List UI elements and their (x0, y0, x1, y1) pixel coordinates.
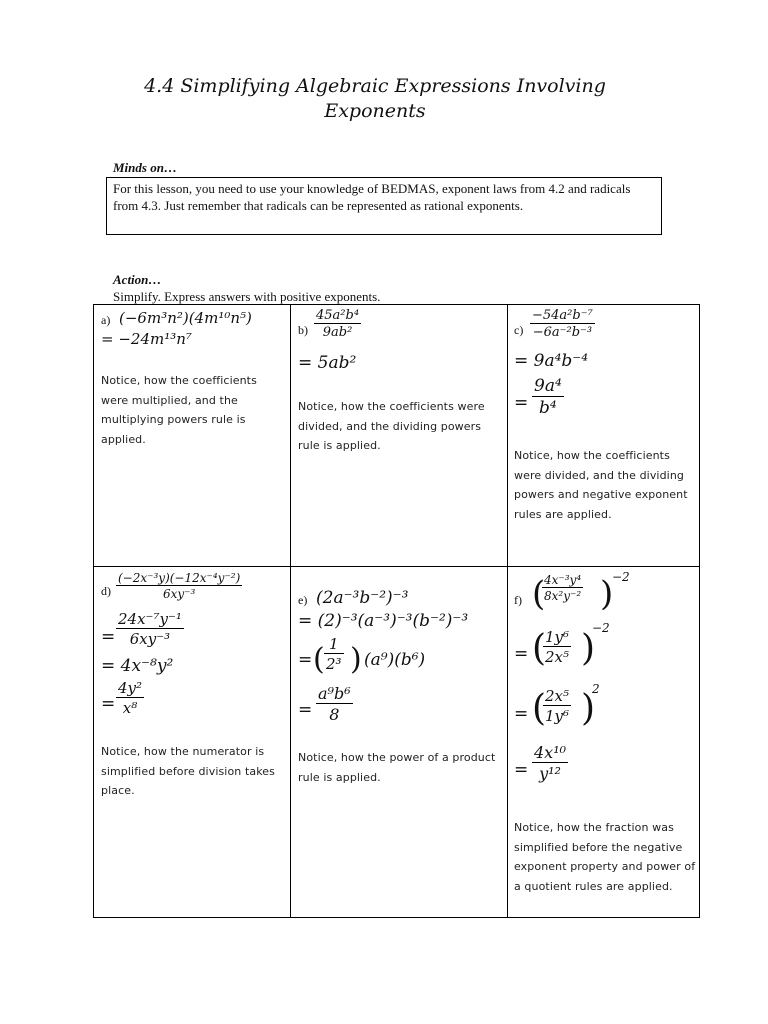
problem-f-answer-fraction (532, 743, 568, 783)
problem-f-denominator: 8x²y⁻² (544, 589, 582, 603)
problem-f-answer-denominator: y¹² (532, 762, 568, 783)
problem-f-equals-3: = (514, 760, 529, 780)
problem-b-numerator: 45a²b⁴ (316, 308, 360, 323)
problem-c-step: = 9a⁴b⁻⁴ (514, 351, 589, 371)
problems-table (93, 304, 700, 918)
problem-e-expression: (2a⁻³b⁻²)⁻³ (316, 588, 409, 608)
problem-a-note: Notice, how the coefficients were multiplied, and the multiplying powers rule is applied. (101, 374, 257, 446)
problem-d-equals-2: = (101, 694, 116, 714)
problem-a-expression: (−6m³n²)(4m¹⁰n⁵) (119, 309, 252, 327)
problem-e-answer-fraction (316, 684, 353, 724)
action-label: Action… (113, 272, 162, 287)
problem-e-label: e) (298, 593, 308, 607)
problem-d-denominator: 6xy⁻³ (116, 585, 242, 601)
problem-d-answer-numerator: 4y² (118, 679, 143, 697)
problem-d-step-denominator: 6xy⁻³ (116, 628, 184, 648)
problem-f-step1-fraction (543, 628, 571, 666)
problem-c-fraction (530, 308, 595, 340)
problem-f-label: f) (514, 593, 522, 607)
row-divider (94, 566, 699, 567)
problem-f-step2-denominator: 1y⁶ (545, 707, 570, 725)
problem-f-fraction (542, 573, 583, 603)
problem-d-equals-1: = (101, 627, 116, 647)
column-divider (507, 305, 508, 917)
problem-d-step-numerator: 24x⁻⁷y⁻¹ (118, 610, 182, 628)
problem-d-fraction (116, 571, 242, 601)
problem-e-step-1: = (2)⁻³(a⁻³)⁻³(b⁻²)⁻³ (298, 611, 469, 631)
problem-f-exponent: −2 (612, 570, 630, 584)
problem-e-answer-denominator: 8 (316, 703, 353, 724)
minds-on-label: Minds on… (113, 160, 177, 175)
problem-e-answer-numerator: a⁹b⁶ (318, 684, 351, 703)
problem-f-exponent-3: 2 (592, 682, 600, 696)
problem-c-label: c) (514, 323, 524, 337)
problem-e-close-paren: ) (350, 642, 362, 677)
problem-f-close-paren-2: ) (581, 628, 596, 669)
problem-e-step-tail: (a⁹)(b⁶) (364, 650, 426, 670)
problem-c-answer-denominator: b⁴ (532, 396, 564, 418)
problem-d-note: Notice, how the numerator is simplified before division takes place. (101, 745, 275, 797)
problem-e-step-fraction (324, 635, 344, 673)
problem-b-label: b) (298, 323, 308, 337)
problem-a-answer: = −24m¹³n⁷ (101, 330, 192, 348)
problem-b-note: Notice, how the coefficients were divided, and the dividing powers rule is applied. (298, 400, 485, 452)
problem-f-open-paren-3: ( (532, 688, 547, 729)
problem-d-label: d) (101, 584, 111, 598)
problem-b-denominator: 9ab² (314, 323, 361, 340)
column-divider (290, 305, 291, 917)
problem-e-open-paren: ( (313, 642, 325, 677)
problem-e-equals-2: = (298, 700, 313, 720)
problem-f-exponent-2: −2 (592, 621, 610, 635)
problem-e-step-numerator: 1 (329, 635, 339, 653)
problem-a-label: a) (101, 313, 111, 327)
instruction-text: Simplify. Express answers with positive exponents. (113, 289, 381, 304)
problem-f-equals-2: = (514, 704, 529, 724)
problem-c-denominator: −6a⁻²b⁻³ (530, 323, 595, 340)
problem-f-numerator: 4x⁻³y⁴ (544, 573, 582, 587)
problem-c-note: Notice, how the coefficients were divided, and the dividing powers and negative exponent rules are applied. (514, 449, 688, 521)
problem-f-step2-numerator: 2x⁵ (545, 687, 570, 705)
problem-c-answer-fraction (532, 376, 564, 418)
problem-b-answer: = 5ab² (298, 353, 357, 373)
problem-f-open-paren-2: ( (532, 628, 547, 669)
problem-f-close-paren-3: ) (581, 688, 596, 729)
problem-f-step1-numerator: 1y⁶ (545, 628, 570, 646)
problem-e-step-denominator: 2³ (326, 655, 342, 673)
problem-e-note: Notice, how the power of a product rule is applied. (298, 751, 496, 784)
problem-d-answer-denominator: x⁸ (116, 697, 144, 717)
problem-f-open-paren: ( (532, 574, 546, 614)
problem-d-step-fraction (116, 610, 184, 648)
problem-c-equals: = (514, 393, 529, 413)
problem-c-answer-numerator: 9a⁴ (534, 376, 562, 396)
page-title: 4.4 Simplifying Algebraic Expressions Involving Exponents (144, 75, 606, 122)
problem-f-step1-denominator: 2x⁵ (545, 648, 570, 666)
problem-b-fraction (314, 308, 361, 340)
problem-f-answer-numerator: 4x¹⁰ (534, 743, 567, 762)
problem-f-step2-fraction (543, 687, 571, 725)
problem-f-equals-1: = (514, 644, 529, 664)
problem-f-note: Notice, how the fraction was simplified before the negative exponent property and power of a quotient rules are applied. (514, 821, 696, 893)
problem-d-step: = 4x⁻⁸y² (101, 656, 174, 676)
problem-d-numerator: (−2x⁻³y)(−12x⁻⁴y⁻²) (118, 571, 241, 585)
problem-e-equals-1: = (298, 650, 313, 670)
problem-c-numerator: −54a²b⁻⁷ (532, 308, 593, 323)
problem-d-answer-fraction (116, 679, 144, 717)
problem-f-close-paren: ) (600, 574, 614, 614)
minds-on-box: For this lesson, you need to use your knowledge of BEDMAS, exponent laws from 4.2 and radicals from 4.3. Just remember that radicals can be represented as rational exponents. (106, 177, 662, 235)
